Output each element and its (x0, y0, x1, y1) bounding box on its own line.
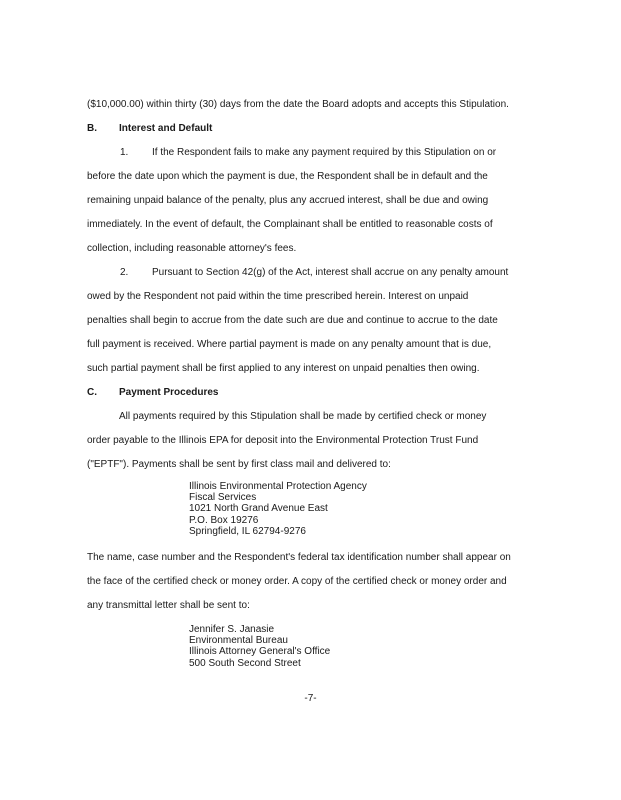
section-heading-c (87, 387, 219, 399)
item-number: 2. (120, 267, 129, 278)
address-line: P.O. Box 19276 (189, 514, 259, 526)
address-line: Springfield, IL 62794-9276 (189, 525, 306, 537)
section-heading-b (87, 123, 213, 135)
address-line: Fiscal Services (189, 492, 257, 504)
paragraph-b1-first-line (120, 147, 497, 159)
address-line: Illinois Attorney General's Office (189, 646, 331, 658)
paragraph-b2-first-line (120, 267, 509, 279)
address-line: Jennifer S. Janasie (189, 624, 275, 635)
text-line: If the Respondent fails to make any payment required by this Stipulation on or (152, 147, 497, 158)
text-line: The name, case number and the Respondent's federal tax identification number shall appear on (87, 552, 511, 563)
text-line: full payment is received. Where partial payment is made on any penalty amount that is due, (87, 339, 492, 350)
section-title: Payment Procedures (119, 387, 219, 398)
text-line: the face of the certified check or money order. A copy of the certified check or money order and (87, 576, 507, 587)
text-line: ("EPTF"). Payments shall be sent by first class mail and delivered to: (87, 459, 391, 470)
address-line: Environmental Bureau (189, 635, 288, 647)
text-line: immediately. In the event of default, the Complainant shall be entitled to reasonable costs of (87, 219, 493, 230)
text-line: remaining unpaid balance of the penalty, plus any accrued interest, shall be due and owing (87, 195, 489, 206)
text-line: penalties shall begin to accrue from the date such are due and continue to accrue to the date (87, 315, 498, 326)
address-line: 500 South Second Street (189, 657, 301, 669)
text-line: order payable to the Illinois EPA for deposit into the Environmental Protection Trust Fund (87, 435, 479, 446)
mailing-address-attorney-general (189, 624, 330, 669)
address-line: Illinois Environmental Protection Agency (189, 481, 367, 492)
page-number: -7- (304, 693, 317, 704)
text-line: All payments required by this Stipulation shall be made by certified check or money (119, 411, 487, 422)
address-line: 1021 North Grand Avenue East (189, 503, 328, 515)
section-letter: B. (87, 123, 97, 134)
item-number: 1. (120, 147, 129, 158)
text-line: such partial payment shall be first applied to any interest on unpaid penalties then owing. (87, 363, 480, 374)
mailing-address-epa (189, 481, 367, 537)
text-line: Pursuant to Section 42(g) of the Act, interest shall accrue on any penalty amount (152, 267, 509, 278)
text-line: ($10,000.00) within thirty (30) days from the date the Board adopts and accepts this Stipulation. (87, 99, 509, 110)
text-line: before the date upon which the payment is due, the Respondent shall be in default and the (87, 171, 488, 182)
text-line: owed by the Respondent not paid within the time prescribed herein. Interest on unpaid (87, 291, 469, 302)
section-letter: C. (87, 387, 97, 398)
text-line: collection, including reasonable attorney's fees. (87, 243, 297, 254)
text-line: any transmittal letter shall be sent to: (87, 600, 250, 611)
section-title: Interest and Default (119, 123, 213, 134)
